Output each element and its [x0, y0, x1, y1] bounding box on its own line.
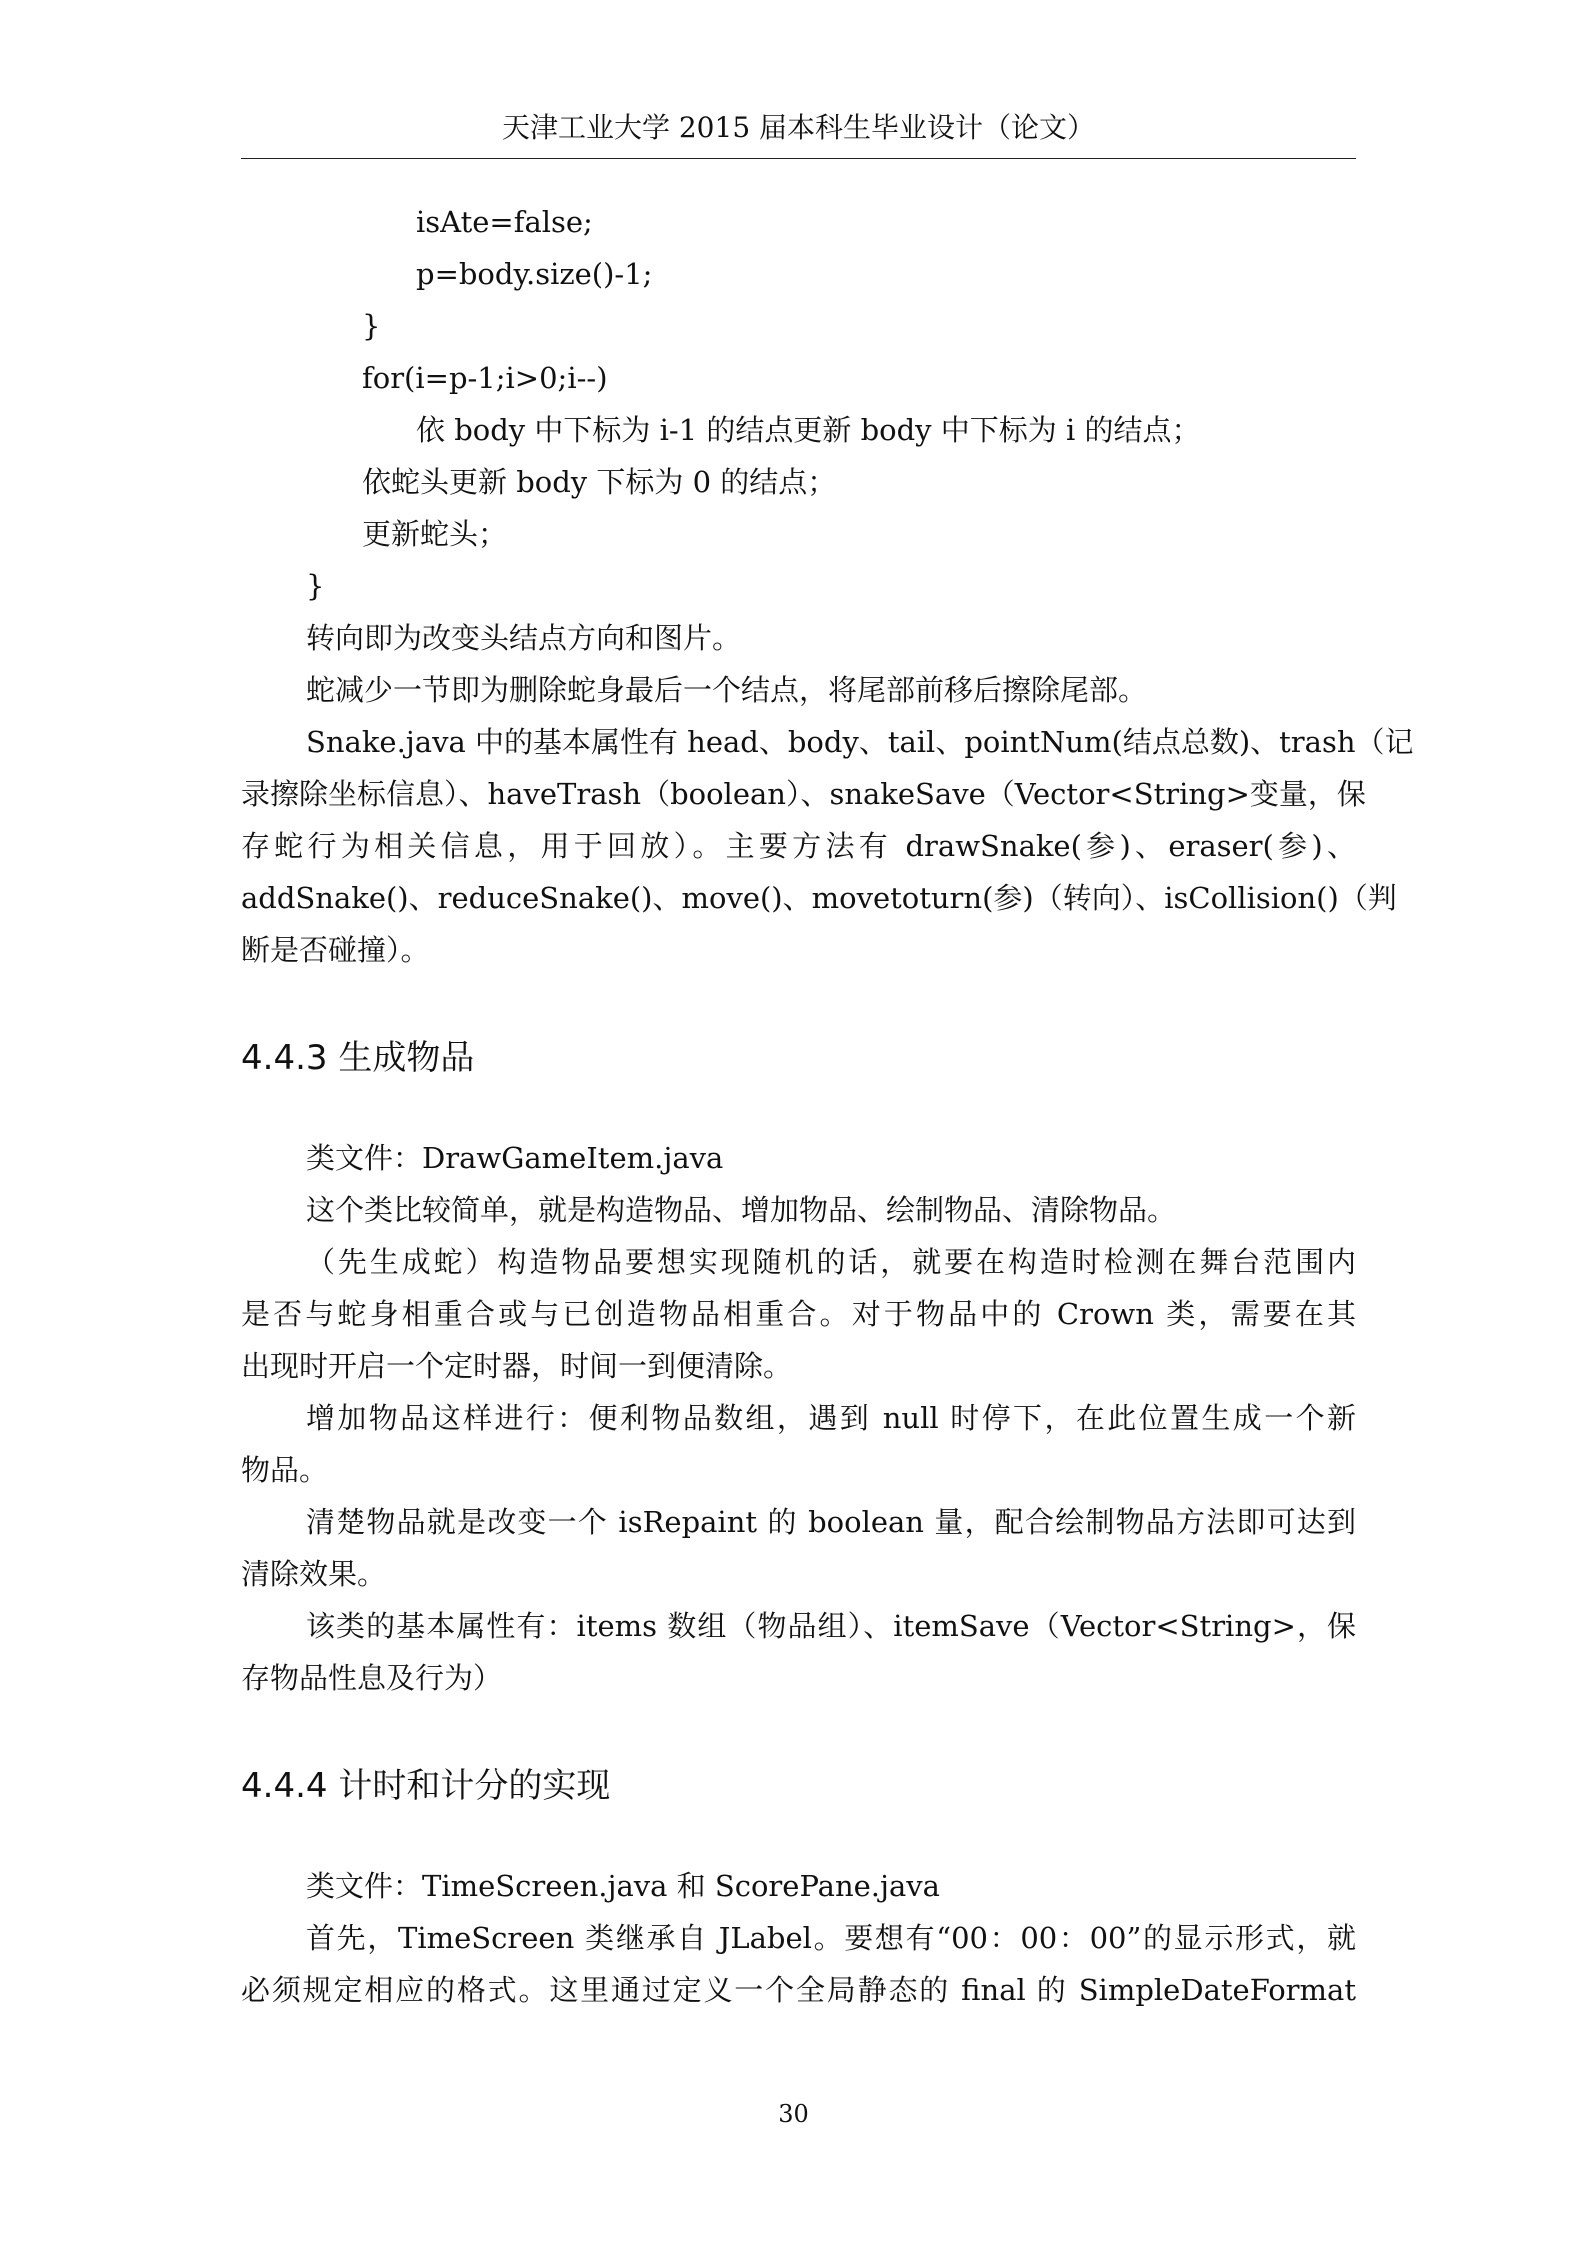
code-line: } [306, 569, 325, 603]
paragraph-line: 这个类比较简单，就是构造物品、增加物品、绘制物品、清除物品。 [306, 1193, 1177, 1227]
code-line: for(i=p-1;i>0;i--) [362, 361, 608, 395]
code-line: 依蛇头更新 body 下标为 0 的结点； [362, 465, 837, 499]
paragraph-line: 清除效果。 [241, 1557, 387, 1591]
paragraph-line: 首先，TimeScreen 类继承自 JLabel。要想有“00：00：00”的显示形式，就 [306, 1921, 1356, 1955]
paragraph-line: 转向即为改变头结点方向和图片。 [306, 621, 742, 655]
code-line: 更新蛇头； [362, 517, 508, 551]
paragraph-line: 必须规定相应的格式。这里通过定义一个全局静态的 final 的 SimpleDateFormat [241, 1973, 1356, 2007]
section-heading: 4.4.3 生成物品 [241, 1038, 475, 1078]
header-rule [241, 158, 1356, 159]
code-line: 依 body 中下标为 i-1 的结点更新 body 中下标为 i 的结点； [416, 413, 1201, 447]
paragraph-line: 该类的基本属性有：items 数组（物品组）、itemSave（Vector<String>，保 [306, 1609, 1356, 1643]
paragraph-line: 出现时开启一个定时器，时间一到便清除。 [241, 1349, 793, 1383]
section-heading: 4.4.4 计时和计分的实现 [241, 1766, 611, 1806]
code-line: p=body.size()-1; [416, 257, 653, 291]
paragraph-line: 清楚物品就是改变一个 isRepaint 的 boolean 量，配合绘制物品方法即可达到 [306, 1505, 1356, 1539]
paragraph-line: 存蛇行为相关信息，用于回放）。主要方法有 drawSnake(参)、eraser(参)、 [241, 829, 1356, 863]
code-line: isAte=false; [416, 205, 593, 239]
paragraph-line: 类文件：DrawGameItem.java [306, 1141, 724, 1175]
paragraph-line: addSnake()、reduceSnake()、move()、movetoturn(参)（转向）、isCollision()（判 [241, 881, 1397, 915]
code-line: } [362, 309, 381, 343]
paragraph-line: 断是否碰撞）。 [241, 933, 430, 967]
running-header: 天津工业大学 2015 届本科生毕业设计（论文） [501, 111, 1096, 144]
paragraph-line: 物品。 [241, 1453, 329, 1487]
paragraph-line: （先生成蛇）构造物品要想实现随机的话，就要在构造时检测在舞台范围内 [306, 1245, 1356, 1279]
paragraph-line: 增加物品这样进行：便利物品数组，遇到 null 时停下，在此位置生成一个新 [306, 1401, 1356, 1435]
paragraph-line: 蛇减少一节即为删除蛇身最后一个结点，将尾部前移后擦除尾部。 [306, 673, 1148, 707]
paragraph-line: Snake.java 中的基本属性有 head、body、tail、pointNum(结点总数)、trash（记 [306, 725, 1414, 759]
paragraph-line: 存物品性息及行为） [241, 1661, 503, 1695]
paragraph-line: 是否与蛇身相重合或与已创造物品相重合。对于物品中的 Crown 类，需要在其 [241, 1297, 1356, 1331]
paragraph-line: 录擦除坐标信息）、haveTrash（boolean）、snakeSave（Vector<String>变量，保 [241, 777, 1366, 811]
paragraph-line: 类文件：TimeScreen.java 和 ScorePane.java [306, 1869, 940, 1903]
page-number: 30 [778, 2100, 809, 2128]
